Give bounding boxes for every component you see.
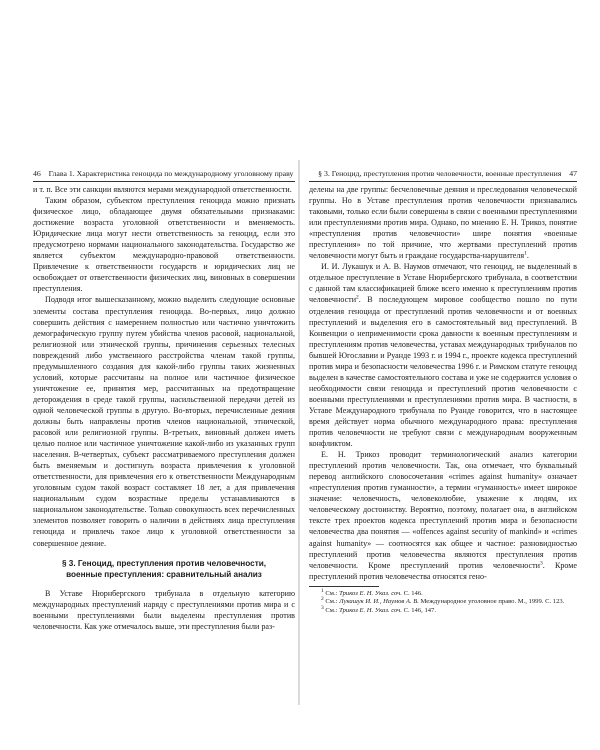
footnote-ref-2: 2 <box>356 294 359 301</box>
right-paragraph-3-text: Е. Н. Трикоз проводит терминологический анализ категории преступлений против человечности. Так, она отмечает, что буквальный перевод английского словосочетания «crimes against humanity» означает «преступления против гуманности», а термин «гуманность» имеет широкое значение: человечность, человеколюбие, уважение к людям, их человеческому достоинству. Вероятно, поэтому, полагает она, в английском тексте трех проектов кодекса преступлений против мира и безопасности человечества два понятия — «offences against security of mankind» и «crimes against humanity» — соотносятся как общее и частное: разновидностью преступлений против человечества являются преступления против человечности. Кроме преступлений против человечности <box>309 450 577 570</box>
right-page-number: 47 <box>569 169 577 178</box>
footnote-3-rest: С. 146, 147. <box>403 606 436 614</box>
left-head-rule <box>33 181 295 182</box>
left-running-head-text: Глава 1. Характеристика геноцида по международному уголовному праву <box>48 169 294 178</box>
left-page-number: 46 <box>33 169 41 178</box>
right-paragraph-2-text: И. И. Лукашук и А. В. Наумов отмечают, что геноцид, не выделенный в отдельное преступление в Уставе Нюрнбергского трибунала, в соответствии с данной там классификацией ближе всего именно к преступлениям против человечности <box>309 262 577 305</box>
right-paragraph-2-cont: . В последующем мировое сообщество пошло по пути отделения геноцида от преступлений против человечности и от военных преступлений и выделения его в самостоятельный вид преступлений. В Конвенции о неприменимости срока давности к военным преступлениям и преступлениям против человечества, уставах международных трибуналов по бывшей Югославии и Руанде 1993 г. и 1994 г., проекте кодекса преступлений против мира и безопасности человечества 1996 г. и Римском статуте геноцид выделен в качестве самостоятельного состава и уже не содержится условия о необходимости связи геноцида и преступлений против человечности с военными преступлениями и преступлениями против мира. В частности, в Уставе Международного трибунала по Руанде говорится, что в настоящее время действует норма обычного международного права: преступления против человечности не требуют связи с международным вооруженным конфликтом. <box>309 295 577 449</box>
right-paragraph-3 <box>309 449 577 582</box>
footnote-rule <box>309 586 379 587</box>
left-paragraph-1: и т. п. Все эти санкции являются мерами международной ответственности. <box>33 185 292 194</box>
footnote-2-rest: Международное уголовное право. М., 1999. С. 123. <box>420 598 565 606</box>
right-paragraph-1-text: делены на две группы: бесчеловечные деяния и преследования человеческой группы. Но в Уставе преступления против человечности признавались таковыми, только если были совершены в связи с военными преступлениями или преступлениями против мира. Однако, по мнению Е. Н. Трикоз, понятие «преступления против человечности» шире понятия «военные преступления» по той причине, что жертвами преступлений против человечности могут быть и граждане государства-нарушителя <box>309 185 577 261</box>
footnote-2: $^2$ См.: Лукашук И. И., Наумов А. В. Международное уголовное право. М., 1999. С. 123. <box>321 596 565 606</box>
right-running-head-text: § 3. Геноцид, преступления против человечности, военные преступления <box>318 169 562 178</box>
right-paragraph-2 <box>309 261 577 449</box>
right-page-body <box>309 184 577 615</box>
section-heading <box>33 558 295 580</box>
footnote-ref-3: 3 <box>540 559 543 566</box>
footnote-1: $^1$ См.: Трикоз Е. Н. Указ. соч. С. 146. <box>321 587 423 597</box>
right-running-head <box>309 168 577 180</box>
footnote-1-num: 1 <box>321 587 324 594</box>
right-paragraph-3-cont: . Кроме преступлений против человечества относятся гено- <box>309 560 577 581</box>
left-paragraph-2: Таким образом, субъектом преступления геноцида можно признать физическое лицо, обладающее двумя обязательными признаками: достижение возраста уголовной ответственности и вменяемость. Юридические лица могут нести ответственность за геноцид, если это предусмотрено нормами национального законодательства. Государство же является субъектом международно-правовой ответственности. Привлечение к ответственности государств и юридических лиц не освобождает от ответственности физических лиц, виновных в совершении преступления. <box>33 196 295 294</box>
left-paragraph-3: Подводя итог вышесказанному, можно выделить следующие основные элементы состава преступления геноцида. Во-первых, лицо должно совершить действия с намерением полностью или частично уничтожить демографическую группу путем убийства членов расовой, национальной, религиозной или этнической группы, причинения серьезных телесных повреждений либо умственного расстройства членам такой группы, предумышленного создания для какой-либо группы таких жизненных условий, которые рассчитаны на полное или частичное физическое уничтожение ее, принятия мер, рассчитанных на предотвращение деторождения в среде такой группы, насильственной передачи детей из одной человеческой группы в другую. Во-вторых, перечисленные деяния должны быть направлены против членов национальной, этнической, расовой или религиозной группы. В-третьих, виновный должен иметь целью полное или частичное уничтожение какой-либо из указанных групп населения. В-четвертых, субъект рассматриваемого преступления должен быть вменяемым и достигнуть возраста привлечения к уголовной ответственности, для привлечения его к ответственности Международным уголовным судом такой возраст составляет 18 лет, а для привлечения национальным судом возрастные пределы устанавливаются в национальном законодательстве. Только совокупность всех перечисленных элементов позволяет говорить о наличии в действиях лица преступления геноцида и привлечь такое лицо к уголовной ответственности за совершенное деяние. <box>33 295 295 548</box>
footnote-3-num: 3 <box>321 604 324 611</box>
footnote-2-author: Лукашук И. И., Наумов А. В. <box>339 598 419 606</box>
footnote-ref-1: 1 <box>524 250 527 257</box>
section-heading-line-1: § 3. Геноцид, преступления против человечности, <box>61 558 267 568</box>
footnote-2-num: 2 <box>321 596 324 603</box>
left-running-head <box>33 168 295 180</box>
footnote-3: $^3$ См.: Трикоз Е. Н. Указ. соч. С. 146, 147. <box>321 604 436 614</box>
footnote-3-author: Трикоз Е. Н. Указ. соч. <box>339 606 402 614</box>
footnote-1-author: Трикоз Е. Н. Указ. соч. <box>339 589 402 597</box>
right-head-rule <box>309 181 577 182</box>
left-page-body <box>33 184 295 632</box>
left-paragraph-4: В Уставе Нюрнбергского трибунала в отдельную категорию международных преступлений наряду с преступлениями против мира и с военными преступлениями были выделены преступления против человечности. Как уже отмечалось выше, эти преступления были раз- <box>33 588 295 631</box>
section-heading-line-2: военные преступления: сравнительный анализ <box>66 569 262 579</box>
right-paragraph-1: делены на две группы: бесчеловечные деяния и преследования человеческой группы. Но в Уставе преступления против человечности признавались таковыми, только если были совершены в связи с военными преступлениями или преступлениями против мира. Однако, по мнению Е. Н. Трикоз, понятие «преступления против человечности» шире понятия «военные преступления» по той причине, что жертвами преступлений против человечности могут быть и граждане государства-нарушителя$^1$. <box>309 185 577 261</box>
footnote-1-rest: С. 146. <box>403 589 423 597</box>
page-gutter <box>298 160 300 705</box>
